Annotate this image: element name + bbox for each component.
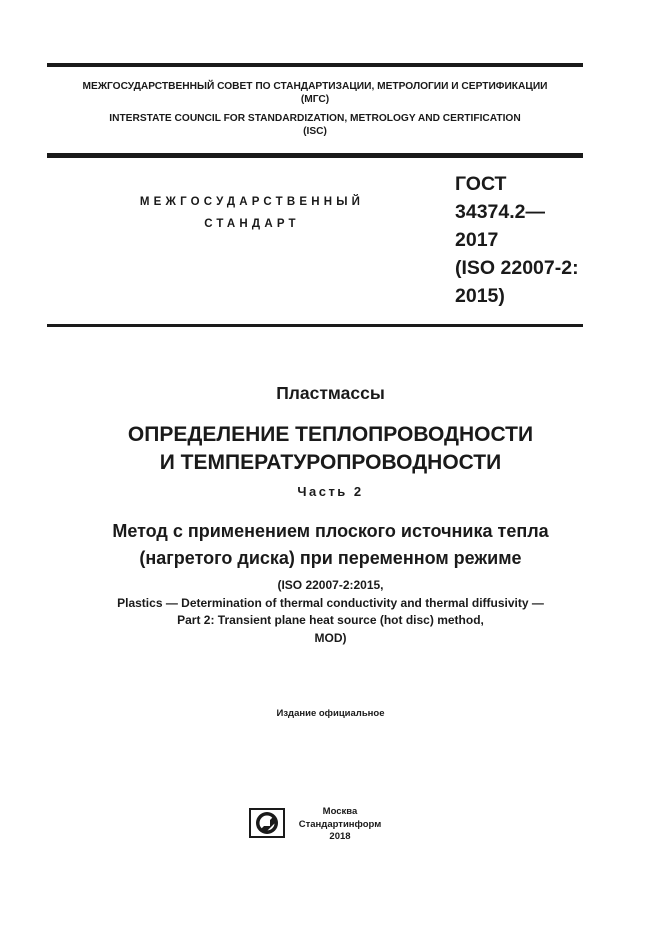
part-label: Часть 2 (297, 484, 364, 499)
council-name-ru (47, 80, 583, 106)
iso-reference-line1: (ISO 22007-2:2015, (277, 578, 384, 592)
main-title-line2: И ТЕМПЕРАТУРОПРОВОДНОСТИ (159, 451, 502, 474)
subtitle (0, 518, 661, 572)
iso-reference (0, 577, 661, 647)
council-name-ru-line1: МЕЖГОСУДАРСТВЕННЫЙ СОВЕТ ПО СТАНДАРТИЗАЦИИ, МЕТРОЛОГИИ И СЕРТИФИКАЦИИ (82, 81, 548, 92)
standard-designation (455, 170, 635, 310)
designation-line3: 2017 (455, 229, 499, 251)
council-name-en-line1: INTERSTATE COUNCIL FOR STANDARDIZATION, METROLOGY AND CERTIFICATION (109, 113, 521, 124)
header-rule (47, 153, 583, 158)
standard-type (118, 191, 386, 235)
iso-reference-line4: MOD) (314, 630, 347, 645)
council-abbr-en: (ISC) (303, 126, 327, 137)
publisher-city: Москва (322, 806, 358, 817)
publisher-year: 2018 (329, 831, 351, 842)
main-title-line1: ОПРЕДЕЛЕНИЕ ТЕПЛОПРОВОДНОСТИ (127, 423, 534, 446)
main-title (0, 421, 661, 477)
subject-heading: Пластмассы (276, 383, 385, 403)
publisher-name: Стандартинформ (298, 818, 382, 830)
council-name-en (47, 112, 583, 138)
top-rule (47, 63, 583, 67)
standartinform-logo-icon (249, 808, 285, 838)
designation-line1: ГОСТ (455, 173, 507, 195)
council-abbr-ru: (МГС) (300, 94, 330, 105)
standard-type-line2: СТАНДАРТ (204, 218, 300, 230)
designation-line4: (ISO 22007-2: (455, 257, 579, 279)
subtitle-line1: Метод с применением плоского источника тепла (112, 521, 549, 541)
subtitle-line2: (нагретого диска) при переменном режиме (139, 548, 522, 568)
standard-type-line1: МЕЖГОСУДАРСТВЕННЫЙ (139, 196, 365, 208)
designation-line2: 34374.2— (455, 201, 545, 223)
publisher-imprint (292, 806, 388, 844)
edition-note: Издание официальное (276, 708, 385, 719)
iso-reference-line3: Part 2: Transient plane heat source (hot disc) method, (177, 613, 484, 627)
designation-line5: 2015) (455, 285, 505, 307)
iso-reference-line2: Plastics — Determination of thermal conductivity and thermal diffusivity — (117, 595, 544, 610)
designation-rule (47, 324, 583, 327)
